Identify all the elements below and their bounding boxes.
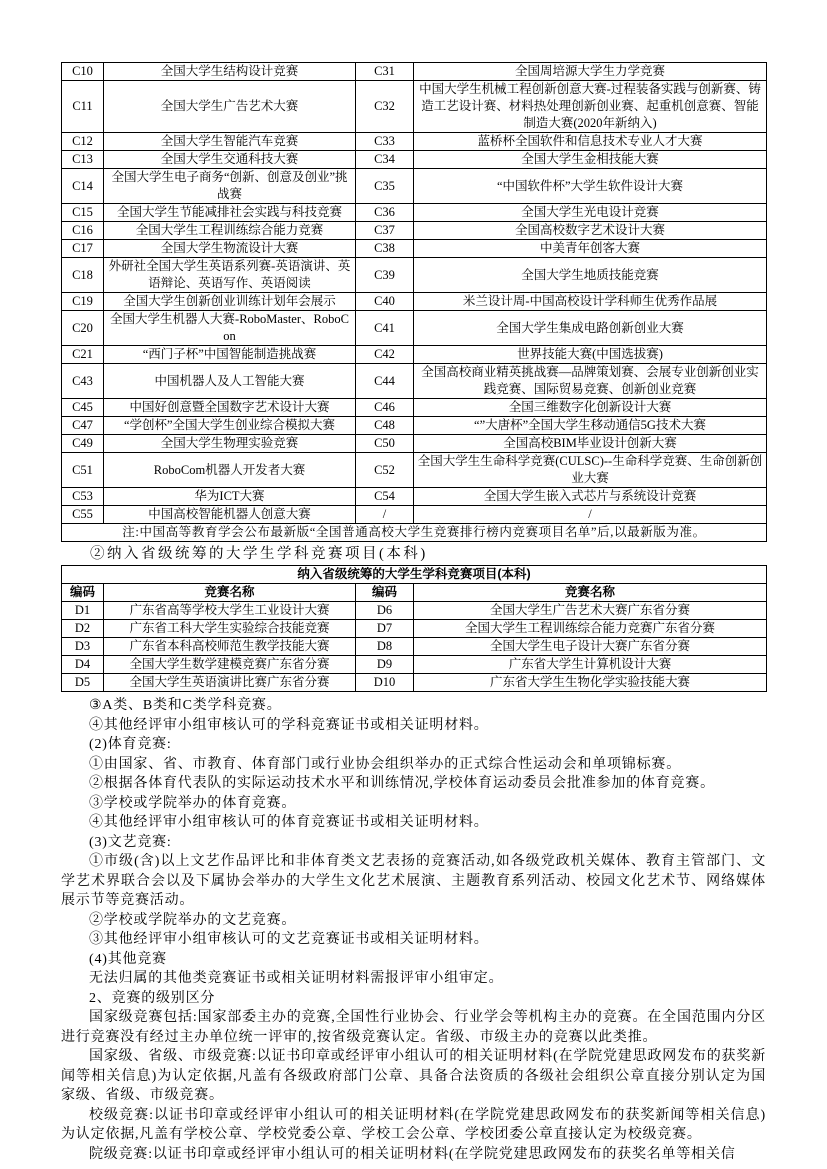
- competition-code: C43: [62, 364, 104, 399]
- competition-name: “学创杯”全国大学生创业综合模拟大赛: [104, 417, 356, 435]
- competition-name: 全国大学生智能汽车竞赛: [104, 133, 356, 151]
- competition-name: 全国大学生生命科学竞赛(CULSC)--生命科学竞赛、生命创新创业大赛: [414, 453, 767, 488]
- table-row: [62, 399, 767, 417]
- competition-name: 中国大学生机械工程创新创意大赛-过程装备实践与创新赛、铸造工艺设计赛、材料热处理创新创业赛、起重机创意赛、智能制造大赛(2020年新纳入): [414, 81, 767, 133]
- competition-name: 全国大学生光电设计竞赛: [414, 204, 767, 222]
- table-row: [62, 346, 767, 364]
- competition-code: D4: [62, 656, 104, 674]
- competition-name: 全国大学生广告艺术大赛广东省分赛: [414, 602, 767, 620]
- competition-code: C53: [62, 488, 104, 506]
- competition-code: C32: [356, 81, 414, 133]
- table-row: [62, 453, 767, 488]
- competition-name: 中国机器人及人工智能大赛: [104, 364, 356, 399]
- competition-code: C12: [62, 133, 104, 151]
- competition-name: 世界技能大赛(中国选拔赛): [414, 346, 767, 364]
- competition-code: C42: [356, 346, 414, 364]
- table-row: [62, 656, 767, 674]
- competition-name: 广东省大学生计算机设计大赛: [414, 656, 767, 674]
- table-title-row: [62, 566, 767, 584]
- column-header-code: 编码: [356, 584, 414, 602]
- paragraph: ③A类、B类和C类学科竞赛。: [89, 698, 282, 713]
- competition-name: 全国大学生数学建模竞赛广东省分赛: [104, 656, 356, 674]
- competition-name: “西门子杯”中国智能制造挑战赛: [104, 346, 356, 364]
- table-header-row: [62, 584, 767, 602]
- competition-code: C19: [62, 293, 104, 311]
- competition-name: 全国周培源大学生力学竞赛: [414, 63, 767, 81]
- competition-name: 全国大学生英语演讲比赛广东省分赛: [104, 674, 356, 692]
- table-row: [62, 258, 767, 293]
- competition-name: 全国大学生节能减排社会实践与科技竞赛: [104, 204, 356, 222]
- table-row: [62, 240, 767, 258]
- competition-code: C17: [62, 240, 104, 258]
- competition-code: D1: [62, 602, 104, 620]
- paragraph: ②学校或学院举办的文艺竞赛。: [89, 912, 297, 928]
- competition-code: C35: [356, 169, 414, 204]
- competition-name: 全国大学生金相技能大赛: [414, 151, 767, 169]
- competition-code: C39: [356, 258, 414, 293]
- table-row: [62, 151, 767, 169]
- paragraph: ④其他经评审小组审核认可的学科竞赛证书或相关证明材料。: [89, 717, 489, 733]
- competition-code: D8: [356, 638, 414, 656]
- competition-code: D6: [356, 602, 414, 620]
- competition-name: 广东省高等学校大学生工业设计大赛: [104, 602, 356, 620]
- paragraph: 2、竞赛的级别区分: [89, 990, 216, 1006]
- competition-code: C13: [62, 151, 104, 169]
- competition-code: C44: [356, 364, 414, 399]
- competition-code: C16: [62, 222, 104, 240]
- competition-code: C34: [356, 151, 414, 169]
- column-header-name: 竞赛名称: [104, 584, 356, 602]
- paragraph: (4)其他竞赛: [89, 951, 167, 967]
- competition-name: /: [414, 506, 767, 524]
- table-row: [62, 602, 767, 620]
- table-row: [62, 133, 767, 151]
- competition-name: 全国大学生交通科技大赛: [104, 151, 356, 169]
- national-table-body: [62, 63, 767, 524]
- competition-code: C38: [356, 240, 414, 258]
- provincial-table-title: 纳入省级统筹的大学生学科竞赛项目(本科): [62, 566, 767, 584]
- competition-code: C49: [62, 435, 104, 453]
- paragraph: 国家级竞赛包括:国家部委主办的竞赛,全国性行业协会、行业学会等机构主办的竞赛。在全国范围内分区进行竞赛没有经过主办单位统一评审的,按省级竞赛认定。省级、市级主办的竞赛以此类推。: [61, 1010, 766, 1045]
- competition-name: 全国高校商业精英挑战赛—品牌策划赛、会展专业创新创业实践竞赛、国际贸易竞赛、创新创业竞赛: [414, 364, 767, 399]
- competition-name: 全国大学生物理实验竞赛: [104, 435, 356, 453]
- national-table-note-body: [62, 524, 767, 542]
- competition-name: “”大唐杯”全国大学生移动通信5G技术大赛: [414, 417, 767, 435]
- table-row: [62, 506, 767, 524]
- competition-name: 蓝桥杯全国软件和信息技术专业人才大赛: [414, 133, 767, 151]
- competition-code: C55: [62, 506, 104, 524]
- table-row: [62, 311, 767, 346]
- paragraph: 校级竞赛:以证书印章或经评审小组认可的相关证明材料(在学院党建思政网发布的获奖新闻等相关信息)为认定依据,凡盖有学校公章、学校党委公章、学校工会公章、学校团委公章直接认定为校级竞赛。: [61, 1107, 766, 1142]
- table-row: [62, 417, 767, 435]
- table-row: [62, 638, 767, 656]
- provincial-competitions-table: [61, 565, 767, 692]
- paragraph: ③学校或学院举办的体育竞赛。: [89, 795, 297, 811]
- provincial-section-heading: ②纳入省级统筹的大学生学科竞赛项目(本科): [90, 546, 428, 562]
- competition-code: C36: [356, 204, 414, 222]
- competition-code: C14: [62, 169, 104, 204]
- competition-name: RoboCom机器人开发者大赛: [104, 453, 356, 488]
- column-header-name: 竞赛名称: [414, 584, 767, 602]
- competition-code: C15: [62, 204, 104, 222]
- paragraph: 院级竞赛:以证书印章或经评审小组认可的相关证明材料(在学院党建思政网发布的获奖名单等相关信: [89, 1146, 736, 1162]
- competition-code: D5: [62, 674, 104, 692]
- competition-code: C45: [62, 399, 104, 417]
- table-note: 注:中国高等教育学会公布最新版“全国普通高校大学生竞赛排行榜内竞赛项目名单”后,以最新版为准。: [62, 524, 767, 542]
- competition-code: C18: [62, 258, 104, 293]
- table-row: [62, 293, 767, 311]
- table-row: [62, 435, 767, 453]
- competition-name: “中国软件杯”大学生软件设计大赛: [414, 169, 767, 204]
- competition-code: C31: [356, 63, 414, 81]
- competition-code: C50: [356, 435, 414, 453]
- competition-name: 全国大学生机器人大赛-RoboMaster、RoboCon: [104, 311, 356, 346]
- competition-code: C41: [356, 311, 414, 346]
- competition-name: 全国三维数字化创新设计大赛: [414, 399, 767, 417]
- competition-name: 广东省工科大学生实验综合技能竞赛: [104, 620, 356, 638]
- competition-code: C21: [62, 346, 104, 364]
- competition-name: 全国大学生物流设计大赛: [104, 240, 356, 258]
- competition-code: C40: [356, 293, 414, 311]
- column-header-code: 编码: [62, 584, 104, 602]
- competition-name: 广东省大学生生物化学实验技能大赛: [414, 674, 767, 692]
- competition-name: 全国大学生电子设计大赛广东省分赛: [414, 638, 767, 656]
- competition-code: C20: [62, 311, 104, 346]
- paragraph: ④其他经评审小组审核认可的体育竞赛证书或相关证明材料。: [89, 815, 489, 830]
- table-row: [62, 169, 767, 204]
- competition-name: 全国高校数字艺术设计大赛: [414, 222, 767, 240]
- competition-code: C47: [62, 417, 104, 435]
- competition-code: C33: [356, 133, 414, 151]
- competition-name: 全国大学生地质技能竞赛: [414, 258, 767, 293]
- competition-code: C51: [62, 453, 104, 488]
- table-row: [62, 620, 767, 638]
- competition-name: 全国大学生工程训练综合能力竞赛: [104, 222, 356, 240]
- table-row: [62, 204, 767, 222]
- competition-code: C11: [62, 81, 104, 133]
- competition-name: 全国大学生嵌入式芯片与系统设计竞赛: [414, 488, 767, 506]
- competition-name: 中国好创意暨全国数字艺术设计大赛: [104, 399, 356, 417]
- competition-name: 华为ICT大赛: [104, 488, 356, 506]
- body-paragraphs: [61, 696, 766, 1164]
- competition-name: 全国大学生结构设计竞赛: [104, 63, 356, 81]
- competition-code: C37: [356, 222, 414, 240]
- competition-code: C54: [356, 488, 414, 506]
- national-competitions-table: [61, 62, 767, 542]
- competition-name: 全国大学生创新创业训练计划年会展示: [104, 293, 356, 311]
- paragraph: (3)文艺竞赛:: [89, 834, 172, 850]
- competition-code: C52: [356, 453, 414, 488]
- competition-name: 外研社全国大学生英语系列赛-英语演讲、英语辩论、英语写作、英语阅读: [104, 258, 356, 293]
- table-note-row: [62, 524, 767, 542]
- competition-name: 广东省本科高校师范生教学技能大赛: [104, 638, 356, 656]
- paragraph: 国家级、省级、市级竞赛:以证书印章或经评审小组认可的相关证明材料(在学院党建思政网发布的获奖新闻等相关信息)为认定依据,凡盖有各级政府部门公章、具备合法资质的各级社会组织公章直接分别认定为国家级、省级、市级竞赛。: [61, 1049, 766, 1103]
- competition-code: D7: [356, 620, 414, 638]
- paragraph: ①市级(含)以上文艺作品评比和非体育类文艺表扬的竞赛活动,如各级党政机关媒体、教育主管部门、文学艺术界联合会以及下属协会举办的大学生文化艺术展演、主题教育系列活动、校园文化艺术节、网络媒体展示节等竞赛活动。: [61, 854, 766, 908]
- paragraph: 无法归属的其他类竞赛证书或相关证明材料需报评审小组审定。: [89, 971, 504, 986]
- competition-name: 中美青年创客大赛: [414, 240, 767, 258]
- competition-code: C48: [356, 417, 414, 435]
- competition-code: /: [356, 506, 414, 524]
- table-row: [62, 81, 767, 133]
- table-row: [62, 674, 767, 692]
- competition-name: 中国高校智能机器人创意大赛: [104, 506, 356, 524]
- competition-name: 全国大学生广告艺术大赛: [104, 81, 356, 133]
- paragraph: (2)体育竞赛:: [89, 737, 172, 752]
- paragraph: ①由国家、省、市教育、体育部门或行业协会组织举办的正式综合性运动会和单项锦标赛。: [89, 756, 681, 772]
- competition-name: 米兰设计周-中国高校设计学科师生优秀作品展: [414, 293, 767, 311]
- provincial-table-body: [62, 602, 767, 692]
- table-row: [62, 488, 767, 506]
- table-row: [62, 222, 767, 240]
- competition-code: D9: [356, 656, 414, 674]
- competition-code: D3: [62, 638, 104, 656]
- table-row: [62, 364, 767, 399]
- competition-name: 全国高校BIM毕业设计创新大赛: [414, 435, 767, 453]
- paragraph: ②根据各体育代表队的实际运动技术水平和训练情况,学校体育运动委员会批准参加的体育竞赛。: [89, 776, 715, 791]
- paragraph: ③其他经评审小组审核认可的文艺竞赛证书或相关证明材料。: [89, 932, 489, 947]
- competition-code: D2: [62, 620, 104, 638]
- competition-code: D10: [356, 674, 414, 692]
- competition-name: 全国大学生工程训练综合能力竞赛广东省分赛: [414, 620, 767, 638]
- table-row: [62, 63, 767, 81]
- competition-code: C10: [62, 63, 104, 81]
- competition-name: 全国大学生集成电路创新创业大赛: [414, 311, 767, 346]
- competition-name: 全国大学生电子商务“创新、创意及创业”挑战赛: [104, 169, 356, 204]
- competition-code: C46: [356, 399, 414, 417]
- provincial-table-head: [62, 566, 767, 602]
